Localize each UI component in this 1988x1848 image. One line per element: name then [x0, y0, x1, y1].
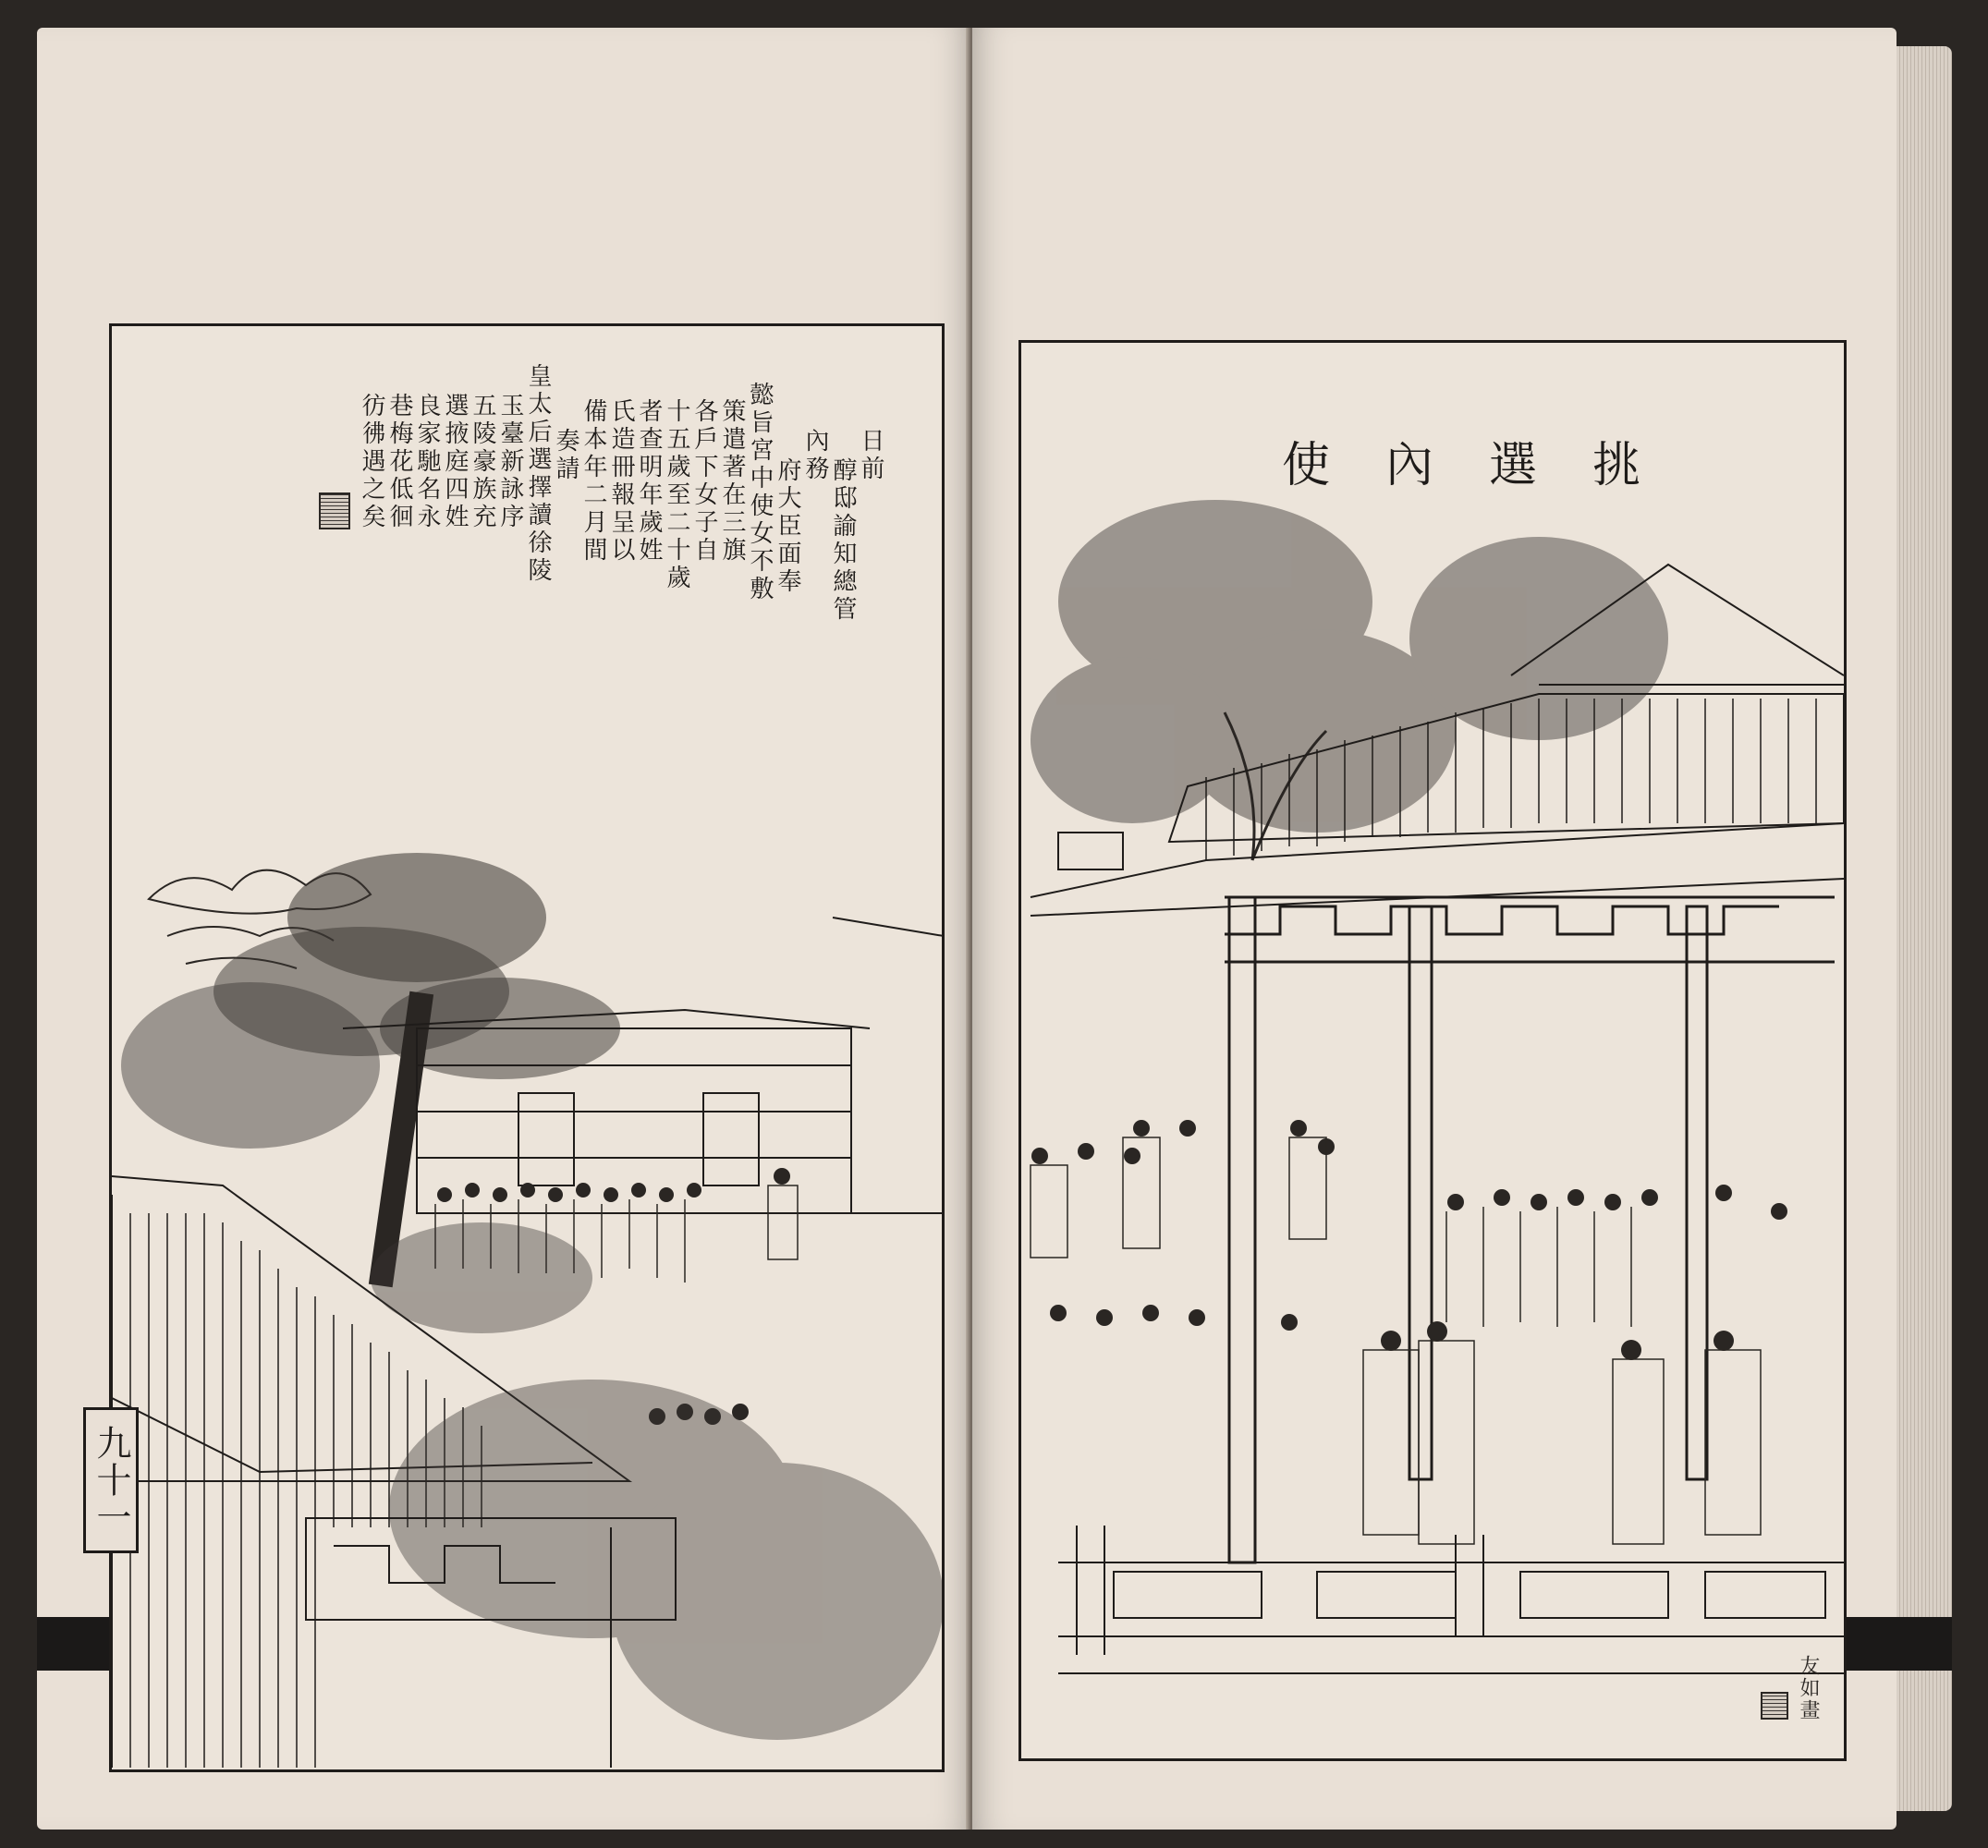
- folio-label: 九十一: [83, 1407, 139, 1553]
- illustration-title: 挑選內使: [1281, 438, 1696, 493]
- text-column: 五陵豪族充: [469, 393, 496, 531]
- pine-tree-drawing: [121, 853, 620, 1287]
- text-column: 各戶下女子自: [690, 398, 718, 565]
- text-column: 醇邸諭知總管: [829, 457, 857, 624]
- left-page: [37, 28, 970, 1830]
- text-column: 內務: [801, 428, 829, 483]
- right-illustration-frame: [1018, 340, 1847, 1761]
- text-column: 府大臣面奉: [774, 457, 801, 596]
- trees-drawing: [1031, 500, 1668, 833]
- black-band: [1897, 1617, 1952, 1671]
- left-illustration-frame: [109, 323, 945, 1772]
- black-band: [1847, 1617, 1897, 1671]
- text-column: 彷彿遇之矣: [358, 393, 385, 531]
- text-column: 懿旨宮中使女不敷: [746, 382, 774, 603]
- open-book: [37, 28, 1959, 1830]
- text-column: 氏造冊報呈以: [607, 398, 635, 565]
- shrubs-drawing: [371, 1222, 942, 1740]
- right-illustration: [1021, 343, 1844, 1758]
- seal-stamp: [319, 492, 350, 529]
- text-column: 良家馳名永: [413, 393, 441, 531]
- balustrade-drawing: [1058, 1526, 1844, 1673]
- black-band: [37, 1617, 109, 1671]
- text-column: 策遣著在三旗: [718, 398, 746, 565]
- artist-signature: 友如畫: [1797, 1655, 1820, 1721]
- text-column: 者查明年歲姓: [635, 398, 663, 565]
- lattice-frieze-drawing: [1225, 897, 1835, 962]
- page-edges: [1897, 46, 1952, 1811]
- text-column: 十五歲至二十歲: [663, 398, 690, 592]
- text-column: 日前: [857, 428, 884, 483]
- text-column: 玉臺新詠序: [496, 393, 524, 531]
- text-column: 備本年二月間: [579, 398, 607, 565]
- text-column: 巷梅花低徊: [385, 393, 413, 531]
- right-page: [972, 28, 1897, 1830]
- artist-seal: [1761, 1692, 1788, 1720]
- text-column: 選掖庭四姓: [441, 393, 469, 531]
- pillars-drawing: [1229, 897, 1707, 1562]
- text-column: 奏請: [552, 428, 579, 483]
- text-column: 皇太后選擇讀徐陵: [524, 363, 552, 585]
